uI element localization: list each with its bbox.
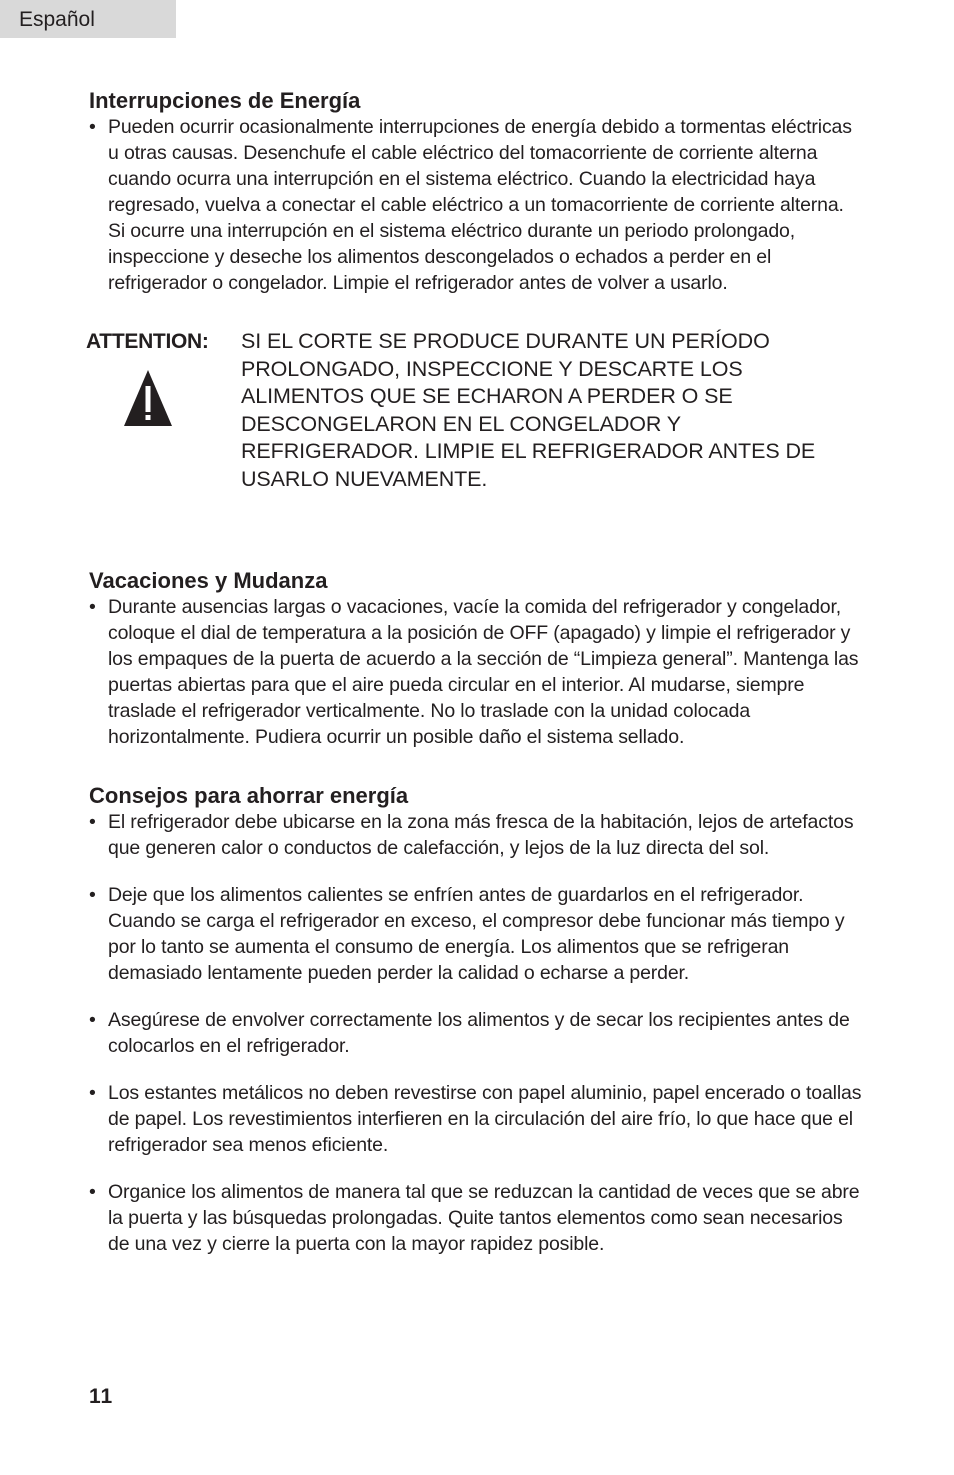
section-power-interruptions: [89, 87, 864, 296]
page-content: [86, 87, 864, 1257]
bullet-item: • Asegúrese de envolver correctamente los alimentos y de secar los recipientes antes de colocarlos en el refrigerador.: [89, 1007, 864, 1059]
attention-notice: [86, 328, 864, 503]
attention-label: ATTENTION:: [86, 330, 209, 353]
bullet-item: • Pueden ocurrir ocasionalmente interrupciones de energía debido a tormentas eléctricas u otras causas. Desenchufe el cable eléctrico del tomacorriente de corriente alterna cuando ocurra una interrupción en el sistema eléctrico. Cuando la electricidad haya regresado, vuelva a conectar el cable eléctrico a un tomacorriente de corriente alterna. Si ocurre una interrupción en el sistema eléctrico durante un periodo prolongado, inspeccione y deseche los alimentos descongelados o echados a perder en el refrigerador o congelador. Limpie el refrigerador antes de volver a usarlo.: [89, 114, 864, 296]
section-title-vacation: Vacaciones y Mudanza: [89, 568, 328, 593]
bullet-item: • Organice los alimentos de manera tal que se reduzcan la cantidad de veces que se abre la puerta y las búsquedas prolongadas. Quite tantos elementos como sean necesarios de una vez y cierre la puerta con la mayor rapidez posible.: [89, 1179, 864, 1257]
bullet-item: • El refrigerador debe ubicarse en la zona más fresca de la habitación, lejos de artefactos que generen calor o conductos de calefacción, y lejos de la luz directa del sol.: [89, 809, 864, 861]
bullet-item: • Deje que los alimentos calientes se enfríen antes de guardarlos en el refrigerador. Cuando se carga el refrigerador en exceso, el compresor debe funcionar más tiempo y por lo tanto se aumenta el consumo de energía. Los alimentos que se refrigeran demasiado lentamente pueden perder la calidad o echarse a perder.: [89, 882, 864, 986]
attention-text: SI EL CORTE SE PRODUCE DURANTE UN PERÍODO PROLONGADO, INSPECCIONE Y DESCARTE LOS ALIMENTOS QUE SE ECHARON A PERDER O SE DESCONGELARON EN EL CONGELADOR Y REFRIGERADOR. LIMPIE EL REFRIGERADOR ANTES DE USARLO NUEVAMENTE.: [241, 329, 816, 491]
language-tab: Español: [0, 0, 176, 38]
section-energy-saving: [89, 782, 864, 1257]
section-title-energy: Consejos para ahorrar energía: [89, 783, 409, 808]
bullet-item: • Los estantes metálicos no deben revestirse con papel aluminio, papel encerado o toallas de papel. Los revestimientos interfieren en la circulación del aire frío, lo que hace que el refrigerador sea menos eficiente.: [89, 1080, 864, 1158]
page-number: 11: [89, 1385, 114, 1408]
bullet-item: • Durante ausencias largas o vacaciones, vacíe la comida del refrigerador y congelador, coloque el dial de temperatura a la posición de OFF (apagado) y limpie el refrigerador y los empaques de la puerta de acuerdo a la sección de “Limpieza general”. Mantenga las puertas abiertas para que el aire pueda circular en el interior. Al mudarse, siempre traslade el refrigerador verticalmente. No lo traslade con la unidad colocada horizontalmente. Pudiera ocurrir un posible daño el sistema sellado.: [89, 594, 864, 750]
section-title-power: Interrupciones de Energía: [89, 88, 361, 113]
section-vacation-moving: [89, 567, 864, 750]
warning-triangle-icon: [122, 368, 174, 428]
